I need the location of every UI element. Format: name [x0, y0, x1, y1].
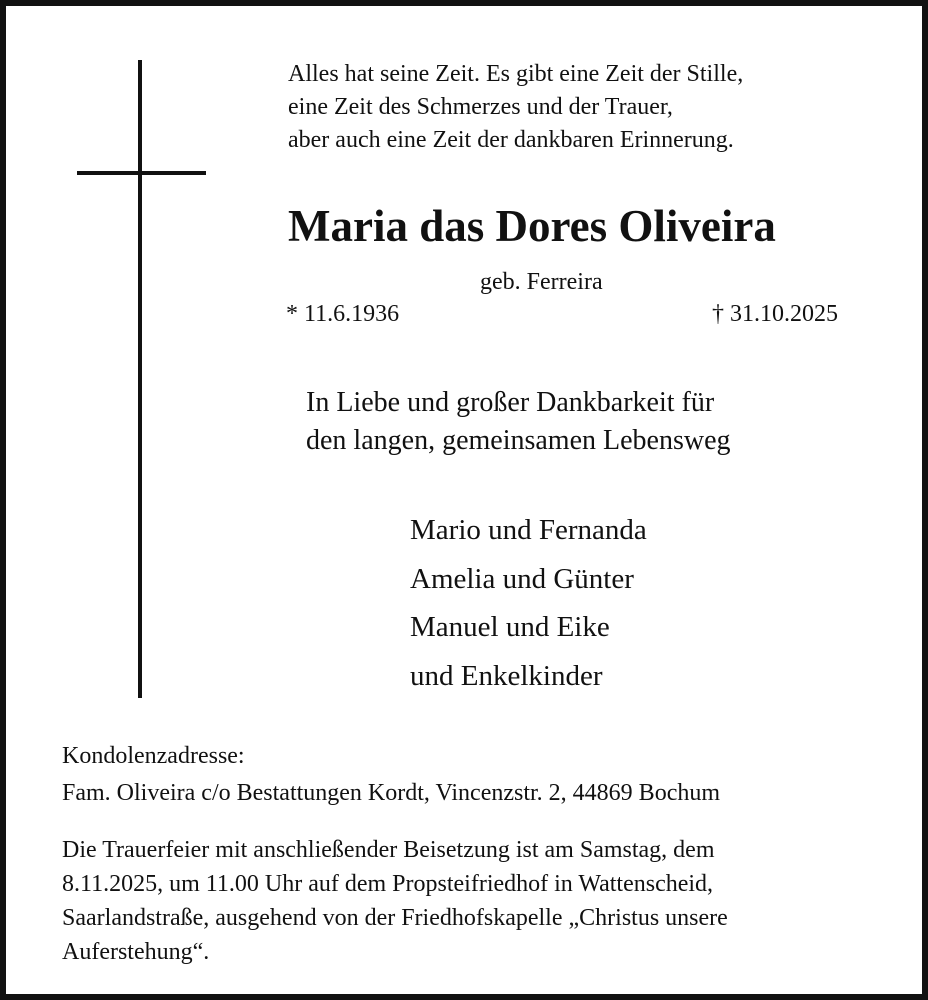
birth-date: * 11.6.1936 — [286, 301, 400, 327]
mourner-entry: und Enkelkinder — [410, 659, 603, 692]
mourner-entry: Amelia und Günter — [410, 562, 634, 595]
ceremony-line: Die Trauerfeier mit anschließender Beisetzung ist am Samstag, dem — [62, 837, 715, 863]
birth-name: geb. Ferreira — [480, 269, 603, 295]
tribute-line: den langen, gemeinsamen Lebensweg — [306, 425, 731, 456]
death-date: † 31.10.2025 — [712, 301, 838, 327]
ceremony-notice — [62, 833, 872, 969]
condolence-address: Fam. Oliveira c/o Bestattungen Kordt, Vincenzstr. 2, 44869 Bochum — [62, 780, 721, 806]
mourners-list — [410, 506, 647, 700]
memorial-verse — [288, 58, 743, 157]
tribute-text — [306, 384, 731, 460]
verse-line: aber auch eine Zeit der dankbaren Erinnerung. — [288, 127, 734, 153]
ceremony-line: Saarlandstraße, ausgehend von der Friedhofskapelle „Christus unsere — [62, 905, 728, 931]
verse-line: eine Zeit des Schmerzes und der Trauer, — [288, 94, 673, 120]
verse-line: Alles hat seine Zeit. Es gibt eine Zeit der Stille, — [288, 61, 744, 87]
mourner-entry: Manuel und Eike — [410, 611, 610, 643]
deceased-name: Maria das Dores Oliveira — [288, 201, 776, 251]
ceremony-line: 8.11.2025, um 11.00 Uhr auf dem Propsteifriedhof in Wattenscheid, — [62, 871, 714, 897]
cross-horizontal-bar — [77, 171, 206, 175]
tribute-line: In Liebe und großer Dankbarkeit für — [306, 387, 715, 418]
condolence-label: Kondolenzadresse: — [62, 743, 245, 769]
cross-vertical-bar — [138, 60, 142, 698]
ceremony-line: Auferstehung“. — [62, 939, 210, 965]
mourner-entry: Mario und Fernanda — [410, 514, 647, 546]
